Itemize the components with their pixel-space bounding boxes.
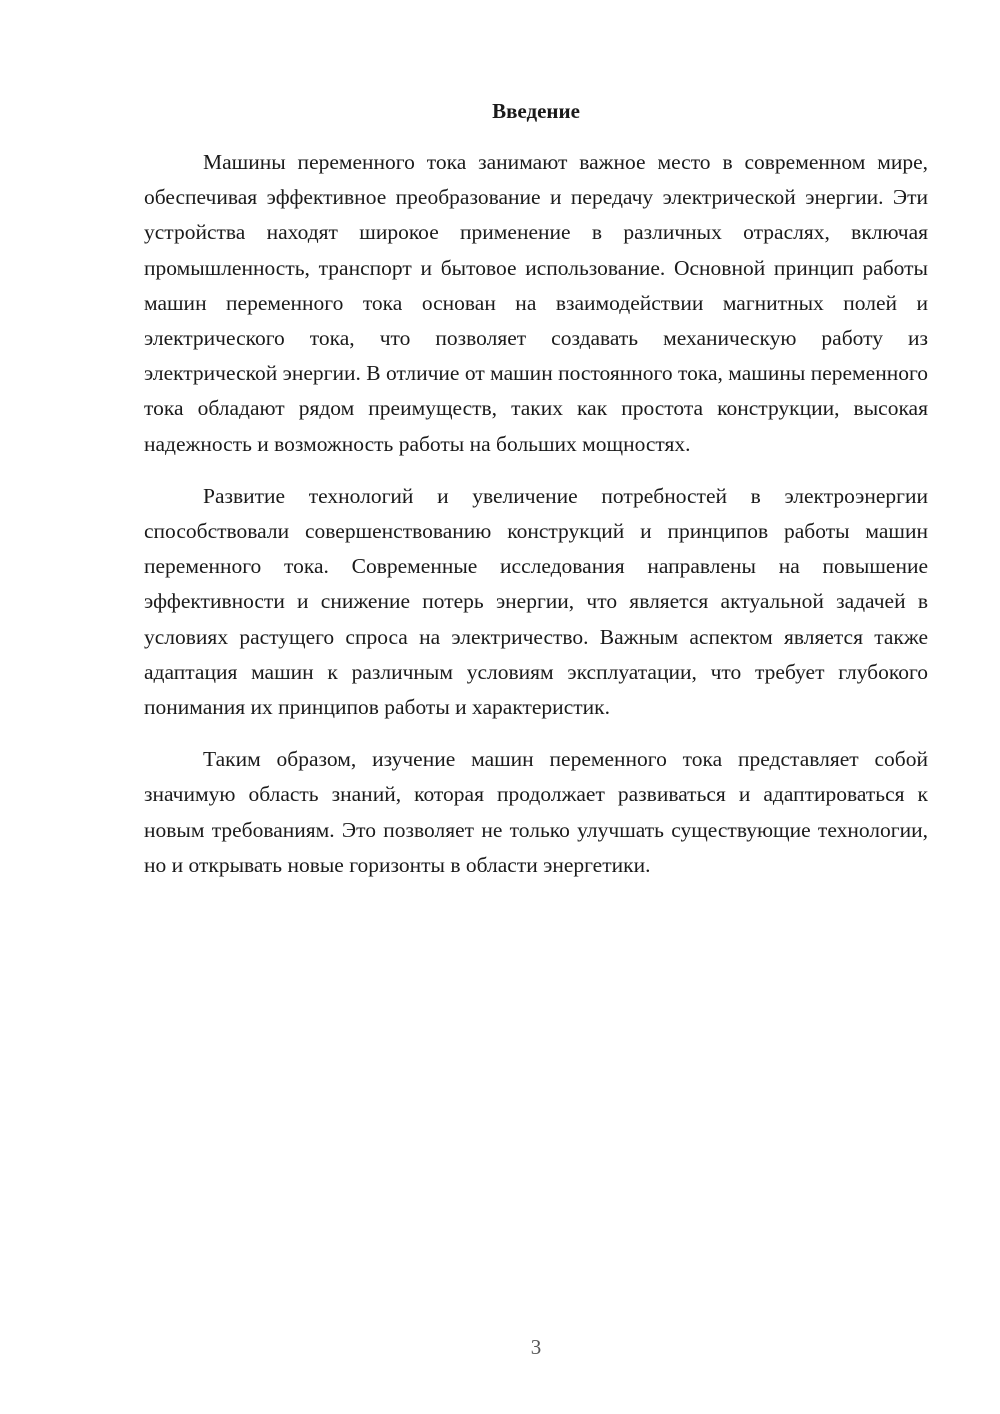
paragraph-1: Машины переменного тока занимают важное место в современном мире, обеспечивая эффективное преобразование и передачу электрической энергии. Эти устройства находят широкое применение в различных отраслях, включая промышленность, транспорт и бытовое использование. Основной принцип работы машин переменного тока основан на взаимодействии магнитных полей и электрического тока, что позволяет создавать механическую работу из электрической энергии. В отличие от машин постоянного тока, машины переменного тока обладают рядом преимуществ, таких как простота конструкции, высокая надежность и возможность работы на больших мощностях. (144, 150, 928, 456)
paragraph-2: Развитие технологий и увеличение потребностей в электроэнергии способствовали совершенствованию конструкций и принципов работы машин переменного тока. Современные исследования направлены на повышение эффективности и снижение потерь энергии, что является актуальной задачей в условиях растущего спроса на электричество. Важным аспектом является также адаптация машин к различным условиям эксплуатации, что требует глубокого понимания их принципов работы и характеристик. (144, 483, 928, 720)
paragraph-3: Таким образом, изучение машин переменного тока представляет собой значимую область знаний, которая продолжает развиваться и адаптироваться к новым требованиям. Это позволяет не только улучшать существующие технологии, но и открывать новые горизонты в области энергетики. (144, 747, 928, 877)
section-heading: Введение (492, 99, 580, 123)
page-content (144, 96, 928, 900)
page-number: 3 (530, 1335, 542, 1359)
